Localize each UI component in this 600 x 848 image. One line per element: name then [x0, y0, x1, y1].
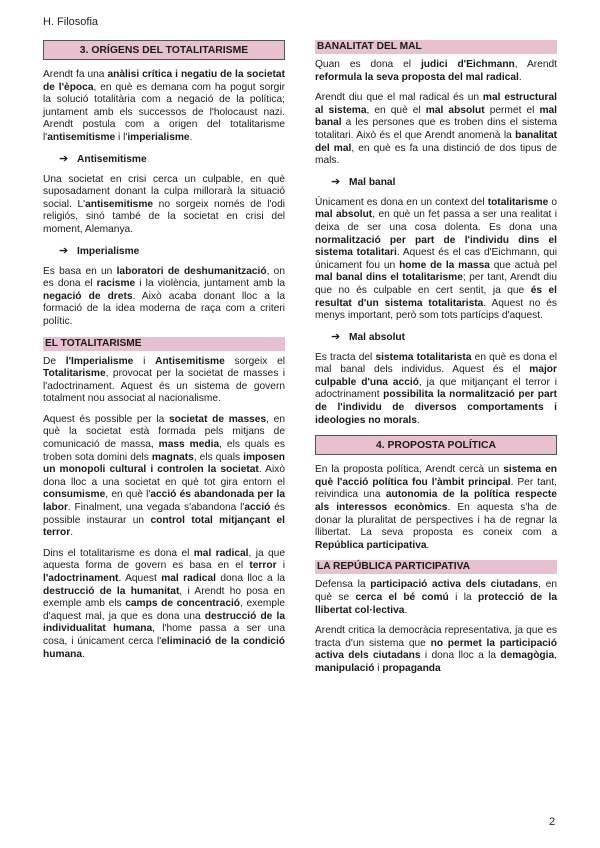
- text-run: Arendt fa una: [43, 69, 108, 80]
- text-run: Quan es dona el: [315, 59, 421, 70]
- bold-text: laboratori de deshumanització: [116, 265, 267, 277]
- text-run: .: [416, 414, 420, 426]
- paragraph: [315, 352, 557, 428]
- text-run: , en què es fa una distinció de dos tipus de mals.: [315, 142, 557, 167]
- paragraph: [315, 579, 557, 617]
- paragraph: [43, 69, 285, 145]
- text-run: i la violència, juntament amb la: [135, 278, 285, 290]
- text-run: i l': [115, 131, 128, 143]
- text-run: . Finalment, una vegada s'abandona l': [67, 502, 245, 514]
- section-3-heading: 3. ORÍGENS DEL TOTALITARISME: [43, 40, 285, 60]
- text-run: i la: [448, 592, 479, 603]
- text-run: . Això acaba donant lloc a la formació de la idea moderna de raça com a criteri polític.: [43, 290, 285, 327]
- bold-text: mal banal: [315, 104, 557, 129]
- text-run: .: [426, 539, 430, 551]
- paragraph: [43, 266, 285, 329]
- paragraph: [315, 197, 557, 323]
- text-run: . Aquest: [118, 573, 162, 584]
- text-run: Una societat en crisi cerca un culpable, en què suposadament donant la culpa millorarà la situació social. L': [43, 173, 285, 210]
- bold-text: destrucció de la humanitat: [43, 585, 180, 597]
- bold-text: home de la massa: [399, 259, 490, 271]
- text-run: De: [43, 355, 66, 367]
- bold-text: mal absolut: [425, 104, 485, 116]
- text-run: , provocat per la societat de masses i l'adoctrinament. Aquest és un sistema de govern totalment nou associat al nacionalisme.: [43, 368, 285, 405]
- subheading-label: Mal absolut: [349, 331, 406, 343]
- bold-text: acció és abandonada per la labor: [43, 489, 285, 514]
- bold-text: possibilita la normalització per part de l'individu de diversos comportaments i ideologies no morals: [315, 389, 558, 426]
- text-run: sorgeix el: [224, 355, 285, 367]
- subheading-antisemitisme: [59, 153, 285, 166]
- bold-text: l'adoctrinament: [43, 573, 119, 584]
- bold-text: banalitat del mal: [315, 129, 557, 154]
- bold-text: negació de drets: [43, 290, 133, 302]
- text-run: .: [404, 604, 408, 616]
- text-run: , en què l': [105, 489, 151, 501]
- text-run: i: [374, 662, 383, 674]
- bold-text: cerca el bé comú: [355, 592, 449, 603]
- banalitat-heading: BANALITAT DEL MAL: [315, 40, 557, 54]
- text-run: Arendt critica la democràcia representativa, ja que es tracta d'un sistema que: [315, 625, 557, 649]
- text-run: permet el: [484, 104, 540, 116]
- text-run: .: [70, 527, 74, 539]
- totalitarisme-heading: EL TOTALITARISME: [43, 337, 285, 351]
- bold-text: judici d'Eichmann: [420, 59, 515, 70]
- text-run: , ja que aquesta forma de govern es basa en el: [43, 547, 285, 572]
- bold-text: sistema en què l'acció política fou l'àmbit principal: [315, 464, 557, 488]
- bold-text: Antisemitisme: [155, 355, 225, 367]
- subheading-label: Imperialisme: [77, 245, 140, 257]
- page-header: H. Filosofia: [43, 16, 99, 28]
- text-run: .: [82, 648, 85, 660]
- subheading-label: Antisemitisme: [77, 153, 147, 165]
- text-run: és possible instaurar un: [43, 502, 285, 526]
- paragraph: [43, 548, 285, 661]
- text-run: , en què el: [366, 104, 426, 116]
- text-run: , ja que mitjançant el terror i adoctrinament: [315, 376, 557, 401]
- text-run: .: [518, 71, 522, 83]
- text-run: . Aquest no és menys important, però som tots partícips d'aquest.: [315, 297, 557, 322]
- text-run: , i Arendt ho posa en exemple amb els: [43, 585, 285, 610]
- text-run: i: [276, 560, 286, 572]
- bold-text: antisemitisme: [47, 131, 116, 143]
- text-run: , on es dona el: [43, 265, 285, 290]
- bold-text: mal banal dins el totalitarisme: [315, 272, 463, 284]
- subheading-mal-banal: [331, 176, 557, 189]
- text-run: , l'home passa a ser una cosa, i únicament cerca l': [43, 623, 285, 647]
- bold-text: totalitarisme: [487, 196, 549, 208]
- bold-text: sistema totalitarista: [375, 351, 472, 363]
- text-run: Defensa la: [315, 579, 371, 591]
- text-run: , exemple d'aquest mal, ja que es dona una: [43, 598, 286, 622]
- text-run: ,: [554, 650, 557, 662]
- bold-text: l'Imperialisme: [65, 355, 134, 367]
- text-run: , els quals: [193, 451, 244, 463]
- text-run: Es basa en un: [43, 265, 117, 277]
- bold-text: imperialisme: [127, 131, 190, 143]
- text-run: , els quals es troben sota domini dels: [43, 439, 285, 463]
- text-run: i dona lloc a la: [420, 650, 501, 662]
- text-run: no sorgeix només de l'odi religiós, sinó també de la societat en crisi del moment, Alemanya.: [43, 198, 285, 235]
- text-run: Es tracta del: [315, 351, 376, 363]
- paragraph: [315, 59, 557, 84]
- paragraph: [315, 92, 557, 168]
- bold-text: República participativa: [315, 539, 427, 551]
- text-run: En la proposta política, Arendt cercà un: [315, 464, 504, 476]
- section-4-heading: 4. PROPOSTA POLÍTICA: [315, 435, 557, 455]
- bold-text: normalització per part de l'individu dins el sistema totalitari: [315, 234, 557, 259]
- bold-text: manipulació: [315, 662, 375, 674]
- text-run: ; per tant, Arendt diu que no és culpable en cert sentit, ja que: [315, 272, 557, 296]
- text-run: i: [133, 355, 156, 367]
- text-run: . Això dona lloc a una societat en què tot gira entorn el: [43, 464, 285, 488]
- text-run: .: [189, 131, 193, 143]
- bold-text: mal radical: [193, 547, 249, 559]
- subheading-imperialisme: [59, 245, 285, 258]
- text-run: , en què se: [315, 579, 557, 603]
- text-run: en què es dona el mal banal dels individus. Aquest és el: [315, 351, 557, 376]
- bold-text: mal estructural al sistema: [315, 92, 557, 116]
- bold-text: racisme: [96, 278, 136, 290]
- bold-text: propaganda: [382, 662, 441, 674]
- bold-text: autonomia de la política respecte als interessos econòmics: [315, 489, 557, 514]
- republica-heading: LA REPÚBLICA PARTICIPATIVA: [315, 560, 557, 574]
- right-column: [315, 40, 557, 684]
- left-column: [43, 40, 285, 669]
- bold-text: destrucció de la individualitat humana: [43, 610, 285, 635]
- bold-text: participació activa dels ciutadans: [370, 579, 539, 591]
- text-run: Aquest és possible per la: [43, 413, 169, 425]
- paragraph: [315, 625, 557, 675]
- text-run: , Arendt: [514, 59, 557, 70]
- subheading-label: Mal banal: [349, 176, 396, 188]
- paragraph: [43, 414, 285, 540]
- text-run: , en què es demana com ha pogut sorgir la solució totalitària com a negació de la política; juntament amb els successos de l'holocaust nazi. Arendt postula com a origen del totalitarisme l': [43, 81, 285, 143]
- bold-text: és el resultat d'un sistema totalitarista: [315, 284, 557, 309]
- text-run: , en què un fet passa a ser una realitat i deixa de ser una cosa dolenta. Es dona una: [315, 209, 558, 233]
- bold-text: acció: [244, 502, 271, 514]
- text-run: a les persones que es troben dins el sistema totalitari. Això és el que Arendt anomenà la: [315, 117, 557, 141]
- arrow-right-icon: ➔: [59, 244, 69, 257]
- bold-text: reformula la seva proposta del mal radical: [315, 71, 519, 83]
- paragraph: [315, 464, 557, 552]
- bold-text: antisemitisme: [85, 198, 154, 210]
- bold-text: major culpable d'una acció: [315, 364, 557, 388]
- bold-text: imposen un monopoli cultural i controlen la societat: [43, 451, 285, 476]
- text-run: . Aquest és el cas d'Eichmann, qui únicament fou un: [315, 247, 557, 271]
- bold-text: control total mitjançant el terror: [43, 514, 285, 539]
- paragraph: [43, 356, 285, 406]
- bold-text: societat de masses: [168, 413, 267, 425]
- bold-text: eliminació de la condició humana: [43, 635, 285, 660]
- text-run: Arendt diu que el mal radical és un: [315, 92, 483, 104]
- text-run: o: [548, 196, 557, 208]
- bold-text: camps de concentració: [125, 598, 241, 610]
- text-run: que actuà pel: [489, 259, 557, 271]
- bold-text: anàlisi crítica i negatiu de la societat de l'època: [43, 69, 285, 93]
- text-run: dona lloc a la: [215, 573, 285, 584]
- bold-text: demagògia: [500, 650, 555, 662]
- text-run: . Per tant, reivindica una: [315, 476, 557, 501]
- paragraph: [43, 174, 285, 237]
- bold-text: Totalitarisme: [43, 368, 106, 380]
- arrow-right-icon: ➔: [331, 330, 341, 343]
- arrow-right-icon: ➔: [331, 175, 341, 188]
- bold-text: no permet la participació activa dels ciutadans: [315, 637, 557, 662]
- page-number: 2: [549, 816, 556, 828]
- bold-text: consumisme: [43, 489, 106, 501]
- bold-text: mal absolut: [315, 209, 373, 221]
- text-run: Únicament es dona en un context del: [315, 196, 488, 208]
- arrow-right-icon: ➔: [59, 152, 69, 165]
- text-run: , en què la societat està formada pels mitjans de comunicació de massa,: [43, 413, 285, 451]
- bold-text: mass media: [158, 439, 220, 451]
- bold-text: terror: [249, 560, 277, 572]
- bold-text: mal radical: [161, 573, 216, 584]
- subheading-mal-absolut: [331, 331, 557, 344]
- text-run: . En aquesta s'ha de donar la pluralitat de perspectives i ha de regnar la llibertat. La seva proposta es coneix com a: [315, 502, 557, 539]
- text-run: Dins el totalitarisme es dona el: [43, 547, 194, 559]
- bold-text: protecció de la llibertat col·lectiva: [315, 592, 557, 616]
- bold-text: magnats: [151, 451, 194, 463]
